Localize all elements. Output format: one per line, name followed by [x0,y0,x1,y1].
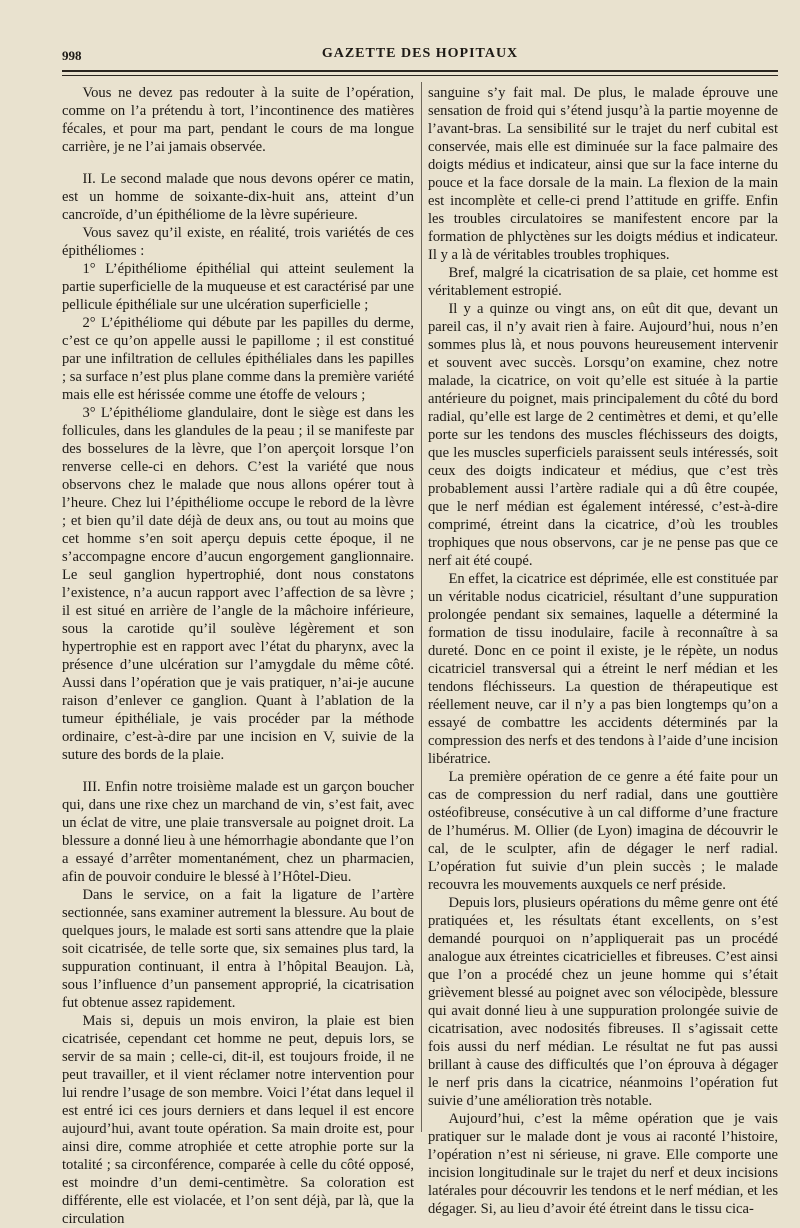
page-number: 998 [62,48,82,63]
page-header [62,44,778,66]
paragraph: La première opération de ce genre a été faite pour un cas de compression du nerf radial, dans une gouttière ostéofibreuse, consécutive à un cal difforme d’une fracture de l’humérus. M. Ollier (de Lyon) imagina de découvrir le cal, de le sculpter, afin de dégager le nerf radial. L’opération fut suivie d’un plein succès ; le malade recouvra les mouvements auxquels ce nerf préside. [428,769,778,893]
paragraph: Vous savez qu’il existe, en réalité, trois variétés de ces épithéliomes : [62,225,414,259]
paragraph: Depuis lors, plusieurs opérations du même genre ont été pratiquées et, les résultats étant excellents, on s’est demandé pourquoi on n’appliquerait pas un procédé analogue aux étreintes cicatricielles et fibreuses. C’est ainsi que l’on a procédé chez un jeune homme qui s’était grièvement blessé au poignet avec son vélocipède, blessure qui avait donné lieu à une suppuration prolongée suivie de cicatrisation, avec nodosités fibreuses. Il s’agissait cette fois aussi du nerf médian. Le résultat ne fut pas aussi brillant à cause des difficultés que l’on éprouva à dégager le nerf pris dans la cicatrice, néanmoins l’opération fut suivie d’une amélioration très notable. [428,895,778,1109]
paragraph: Dans le service, on a fait la ligature de l’artère sectionnée, sans examiner autrement la blessure. Au bout de quelques jours, le malade est sorti sans attendre que la plaie soit cicatrisée, de telle sorte que, six semaines plus tard, la suppuration continuant, il entra à l’hôpital Beaujon. Là, sous l’influence d’un pansement approprié, la cicatrisation fut obtenue assez rapidement. [62,887,414,1011]
right-column [428,84,778,1217]
paragraph: II. Le second malade que nous devons opérer ce matin, est un homme de soixante-dix-huit ans, atteint d’un cancroïde, d’un épithéliome de la lèvre supérieure. [62,171,414,223]
paragraph: Il y a quinze ou vingt ans, on eût dit que, devant un pareil cas, il n’y avait rien à faire. Aujourd’hui, nous n’en sommes plus là, et nous pouvons heureusement intervenir et souvent avec succès. Lorsqu’on examine, chez notre malade, la cicatrice, on voit qu’elle est située à la partie antérieure du poignet, mais principalement du côté du bord radial, qu’elle est large de 2 centimètres et demi, et qu’elle porte sur les tendons des muscles fléchisseurs des doigts, que les muscles superficiels paraissent seuls intéressés, soit ceux des doigts indicateur et médius, que c’est très probablement aussi l’artère radiale qui a dû être coupée, que le nerf médian est également intéressé, c’est-à-dire comprimé, étreint dans la cicatrice, d’où les troubles trophiques que nous observons, car je ne pense pas que ce nerf ait été coupé. [428,301,778,569]
paragraph: Mais si, depuis un mois environ, la plaie est bien cicatrisée, cependant cet homme ne peut, depuis lors, se servir de sa main ; celle-ci, dit-il, est toujours froide, il ne peut travailler, et il vient réclamer notre intervention pour lui rendre l’usage de son membre. Voici l’état dans lequel il est entré ici ces jours derniers et dans lequel il est encore aujourd’hui, avant toute opération. Sa main droite est, pour ainsi dire, comme atrophiée et cette atrophie porte sur la totalité ; sa circonférence, comparée à celle du côté opposé, est moindre d’un demi-centimètre. Sa coloration est différente, elle est violacée, et l’on sent déjà, par là, que la circulation [62,1013,414,1227]
paragraph: Bref, malgré la cicatrisation de sa plaie, cet homme est véritablement estropié. [428,265,778,299]
paragraph: Vous ne devez pas redouter à la suite de l’opération, comme on l’a prétendu à tort, l’incontinence des matières fécales, et pour ma part, pendant le cours de ma longue carrière, je ne l’ai jamais observée. [62,85,414,155]
paragraph: 2° L’épithéliome qui débute par les papilles du derme, c’est ce qu’on appelle aussi le papillome ; il est constitué par une infiltration de cellules épithéliales dans les papilles ; sa surface n’est plus plane comme dans la première variété mais elle est hérissée comme une étoffe de velours ; [62,315,414,403]
header-rule-thin [62,75,778,76]
paragraph: 3° L’épithéliome glandulaire, dont le siège est dans les follicules, dans les glandules de la peau ; il se manifeste par des bosselures de la lèvre, que l’on aperçoit lorsque l’on renverse celle-ci en dehors. C’est la variété que nous observons chez le malade que nous allons opérer tout à l’heure. Chez lui l’épithéliome occupe le rebord de la lèvre ; et bien qu’il date déjà de deux ans, ou tout au moins que cet homme s’en soit aperçu depuis cette époque, il ne s’accompagne encore d’aucun engorgement ganglionnaire. Le seul ganglion hypertrophié, dont nous constatons l’existence, n’a aucun rapport avec l’affection de sa lèvre ; il est situé en arrière de l’angle de la mâchoire inférieure, sous la carotide qu’il soulève légèrement et son hypertrophie est en rapport avec l’état du pharynx, avec la présence d’une ulcération sur l’amygdale du même côté. Aussi dans l’opération que je vais pratiquer, n’ai-je aucune raison d’enlever ce ganglion. Quant à l’ablation de la tumeur épithéliale, je vais procéder par la méthode ordinaire, c’est-à-dire par une incision en V, suivie de la suture des bords de la plaie. [62,405,414,763]
header-rule-thick [62,70,778,72]
journal-title: GAZETTE DES HOPITAUX [321,46,519,61]
paragraph: En effet, la cicatrice est déprimée, elle est constituée par un véritable nodus cicatriciel, résultant d’une suppuration prolongée pendant six semaines, laquelle a déterminé la formation de tissu inodulaire, facile à reconnaître à sa dureté. Donc en ce point il existe, je le répète, un nodus cicatriciel transversal qui a étreint le nerf médian et les tendons fléchisseurs. La question de thérapeutique est réellement neuve, car il n’y a pas bien longtemps qu’on a essayé de combattre les accidents déterminés par la compression des nerfs et des tendons à l’aide d’une incision libératrice. [428,571,778,767]
left-column [62,84,414,1227]
paragraph: III. Enfin notre troisième malade est un garçon boucher qui, dans une rixe chez un marchand de vin, s’est fait, avec un éclat de vitre, une plaie transversale au poignet droit. La blessure a donné lieu à une hémorrhagie abondante que l’on a essayé d’arrêter momentanément, chez un pharmacien, afin de pouvoir conduire le blessé à l’Hôtel-Dieu. [62,779,414,885]
paragraph: 1° L’épithéliome épithélial qui atteint seulement la partie superficielle de la muqueuse et est caractérisé par une pellicule épithéliale sur une ulcération superficielle ; [62,261,414,313]
paragraph: sanguine s’y fait mal. De plus, le malade éprouve une sensation de froid qui s’étend jusqu’à la partie moyenne de l’avant-bras. La sensibilité sur le trajet du nerf cubital est conservée, mais elle est diminuée sur la face palmaire des doigts médius et indicateur, ainsi que sur la face interne du pouce et la face dorsale de la main. La flexion de la main est incomplète et celle-ci prend l’attitude en griffe. Enfin les troubles circulatoires se manifestent encore par la formation de phlyctènes sur les doigts médius et indicateur. Il y a là de véritables troubles trophiques. [428,85,778,263]
paragraph: Aujourd’hui, c’est la même opération que je vais pratiquer sur le malade dont je vous ai raconté l’histoire, l’opération n’est ni sérieuse, ni grave. Elle comporte une incision longitudinale sur le trajet du nerf et deux incisions latérales pour découvrir les tendons et le nerf médian, et les dégager. Si, au lieu d’avoir été étreint dans le tissu cica- [428,1111,778,1217]
column-divider [421,82,422,1132]
